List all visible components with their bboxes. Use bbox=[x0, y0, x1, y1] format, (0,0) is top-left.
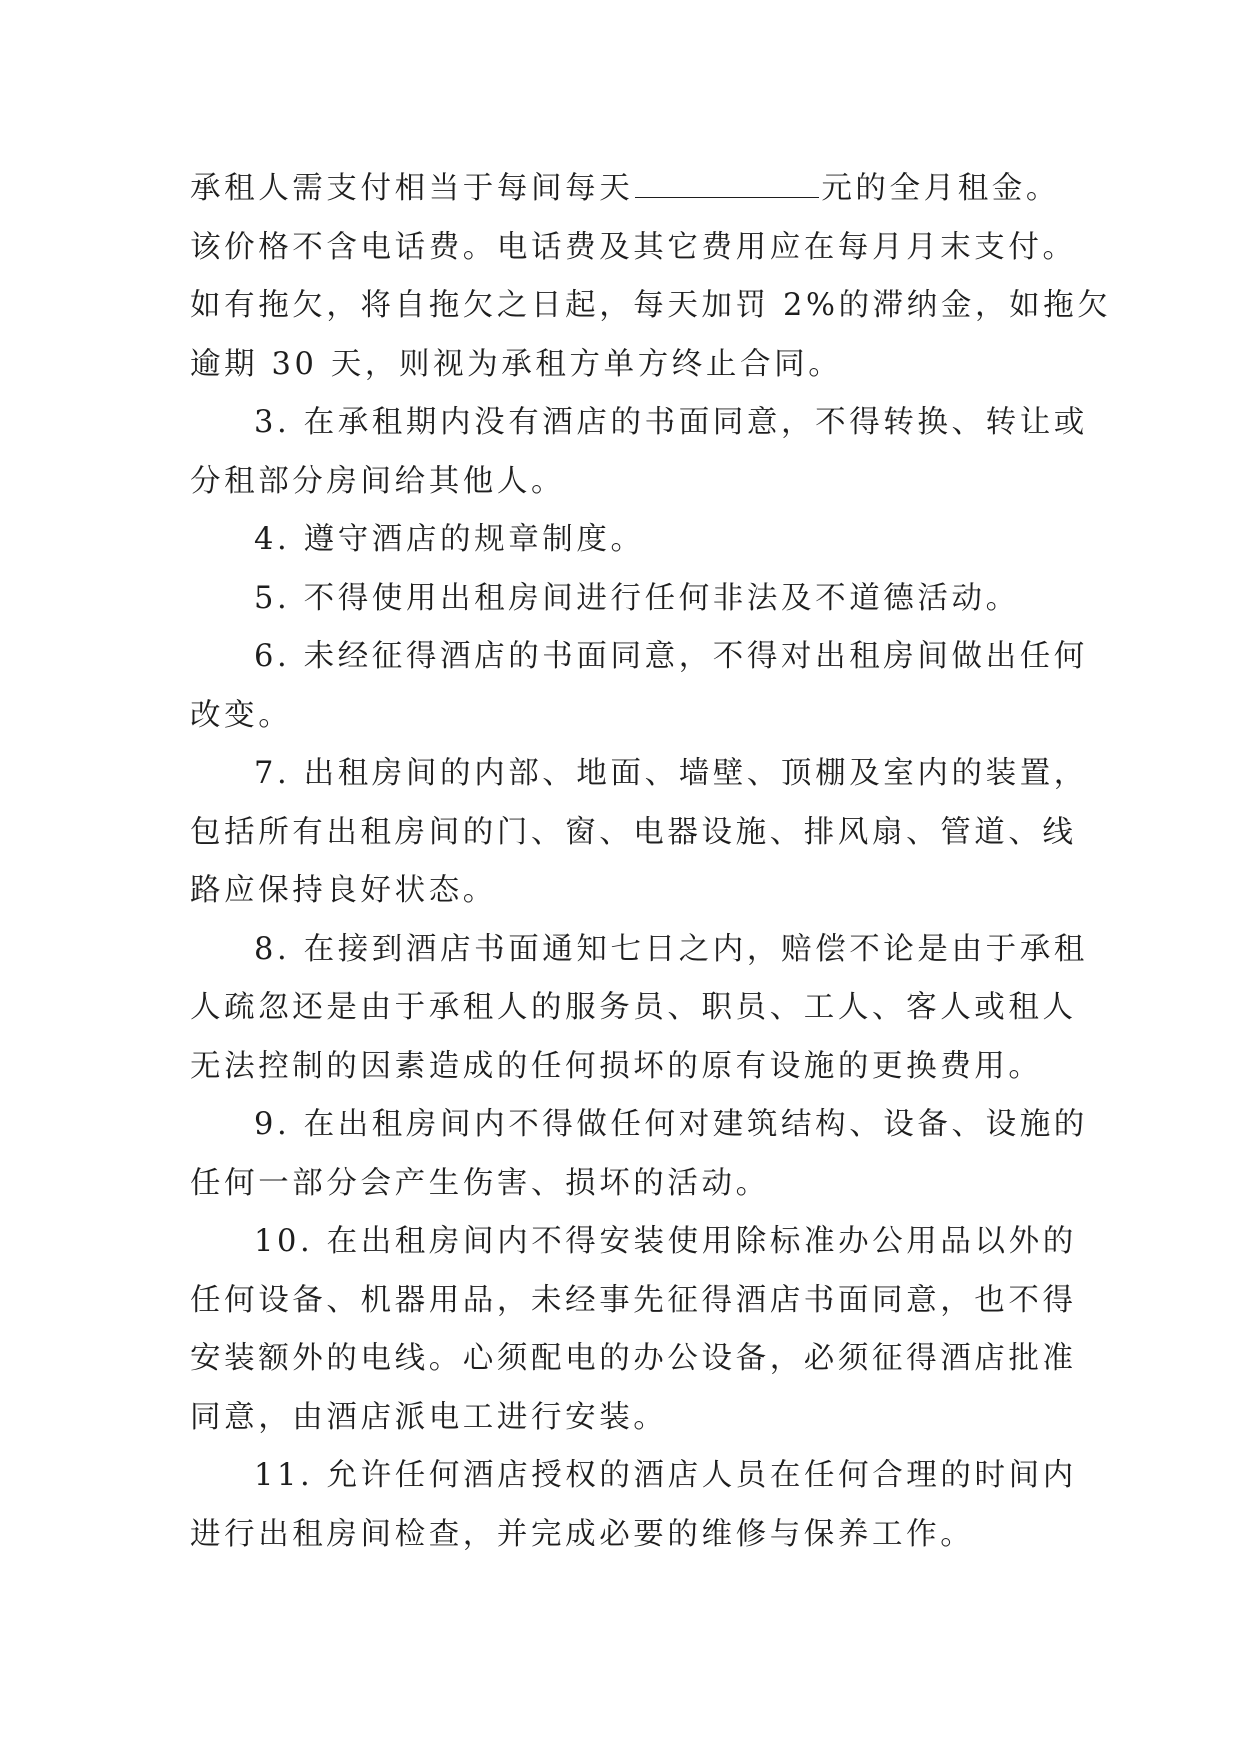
text-line: 10. 在出租房间内不得安装使用除标准办公用品以外的 bbox=[254, 1224, 1077, 1259]
text-line: 11. 允许任何酒店授权的酒店人员在任何合理的时间内 bbox=[254, 1458, 1077, 1493]
clause-9 bbox=[190, 1096, 1088, 1213]
text-line: 任何一部分会产生伤害、损坏的活动。 bbox=[190, 1165, 770, 1201]
paragraph-rent-terms bbox=[190, 160, 1112, 394]
clause-7 bbox=[190, 745, 1088, 921]
text-line: 分租部分房间给其他人。 bbox=[190, 463, 566, 499]
clause-3 bbox=[190, 394, 1088, 511]
document-body bbox=[190, 160, 1112, 1564]
text-segment: 承租人需支付相当于每间每天 bbox=[190, 171, 634, 206]
text-line: 安装额外的电线。心须配电的办公设备，必须征得酒店批准 bbox=[190, 1341, 1077, 1376]
text-line: 5. 不得使用出租房间进行任何非法及不道德活动。 bbox=[254, 580, 1020, 616]
clause-4 bbox=[190, 511, 1070, 570]
clause-8 bbox=[190, 921, 1088, 1097]
text-segment: 元的全月租金。 bbox=[821, 171, 1061, 206]
fill-in-blank bbox=[635, 171, 819, 198]
text-line: 如有拖欠，将自拖欠之日起，每天加罚 2%的滞纳金，如拖欠 bbox=[190, 288, 1112, 323]
clause-10 bbox=[190, 1213, 1077, 1447]
text-line: 9. 在出租房间内不得做任何对建筑结构、设备、设施的 bbox=[254, 1107, 1088, 1142]
text-line: 4. 遵守酒店的规章制度。 bbox=[254, 522, 645, 557]
text-line: 3. 在承租期内没有酒店的书面同意，不得转换、转让或 bbox=[254, 405, 1088, 440]
text-line: 8. 在接到酒店书面通知七日之内，赔偿不论是由于承租 bbox=[254, 931, 1088, 967]
clause-11 bbox=[190, 1447, 1077, 1564]
text-line: 无法控制的因素造成的任何损坏的原有设施的更换费用。 bbox=[190, 1048, 1043, 1084]
clause-6 bbox=[190, 628, 1088, 745]
clause-5 bbox=[190, 570, 1070, 629]
text-line: 同意，由酒店派电工进行安装。 bbox=[190, 1399, 668, 1435]
text-line: 路应保持良好状态。 bbox=[190, 873, 497, 908]
text-line: 6. 未经征得酒店的书面同意，不得对出租房间做出任何 bbox=[254, 639, 1088, 674]
text-line: 包括所有出租房间的门、窗、电器设施、排风扇、管道、线 bbox=[190, 814, 1077, 850]
text-line: 进行出租房间检查，并完成必要的维修与保养工作。 bbox=[190, 1516, 975, 1552]
text-line: 该价格不含电话费。电话费及其它费用应在每月月末支付。 bbox=[190, 229, 1077, 265]
text-line: 7. 出租房间的内部、地面、墙壁、顶棚及室内的装置， bbox=[254, 756, 1088, 791]
text-line: 改变。 bbox=[190, 697, 293, 733]
text-line: 逾期 30 天，则视为承租方单方终止合同。 bbox=[190, 346, 843, 382]
text-line bbox=[190, 160, 1070, 219]
text-line: 人疏忽还是由于承租人的服务员、职员、工人、客人或租人 bbox=[190, 990, 1077, 1025]
text-line: 任何设备、机器用品，未经事先征得酒店书面同意，也不得 bbox=[190, 1282, 1077, 1318]
